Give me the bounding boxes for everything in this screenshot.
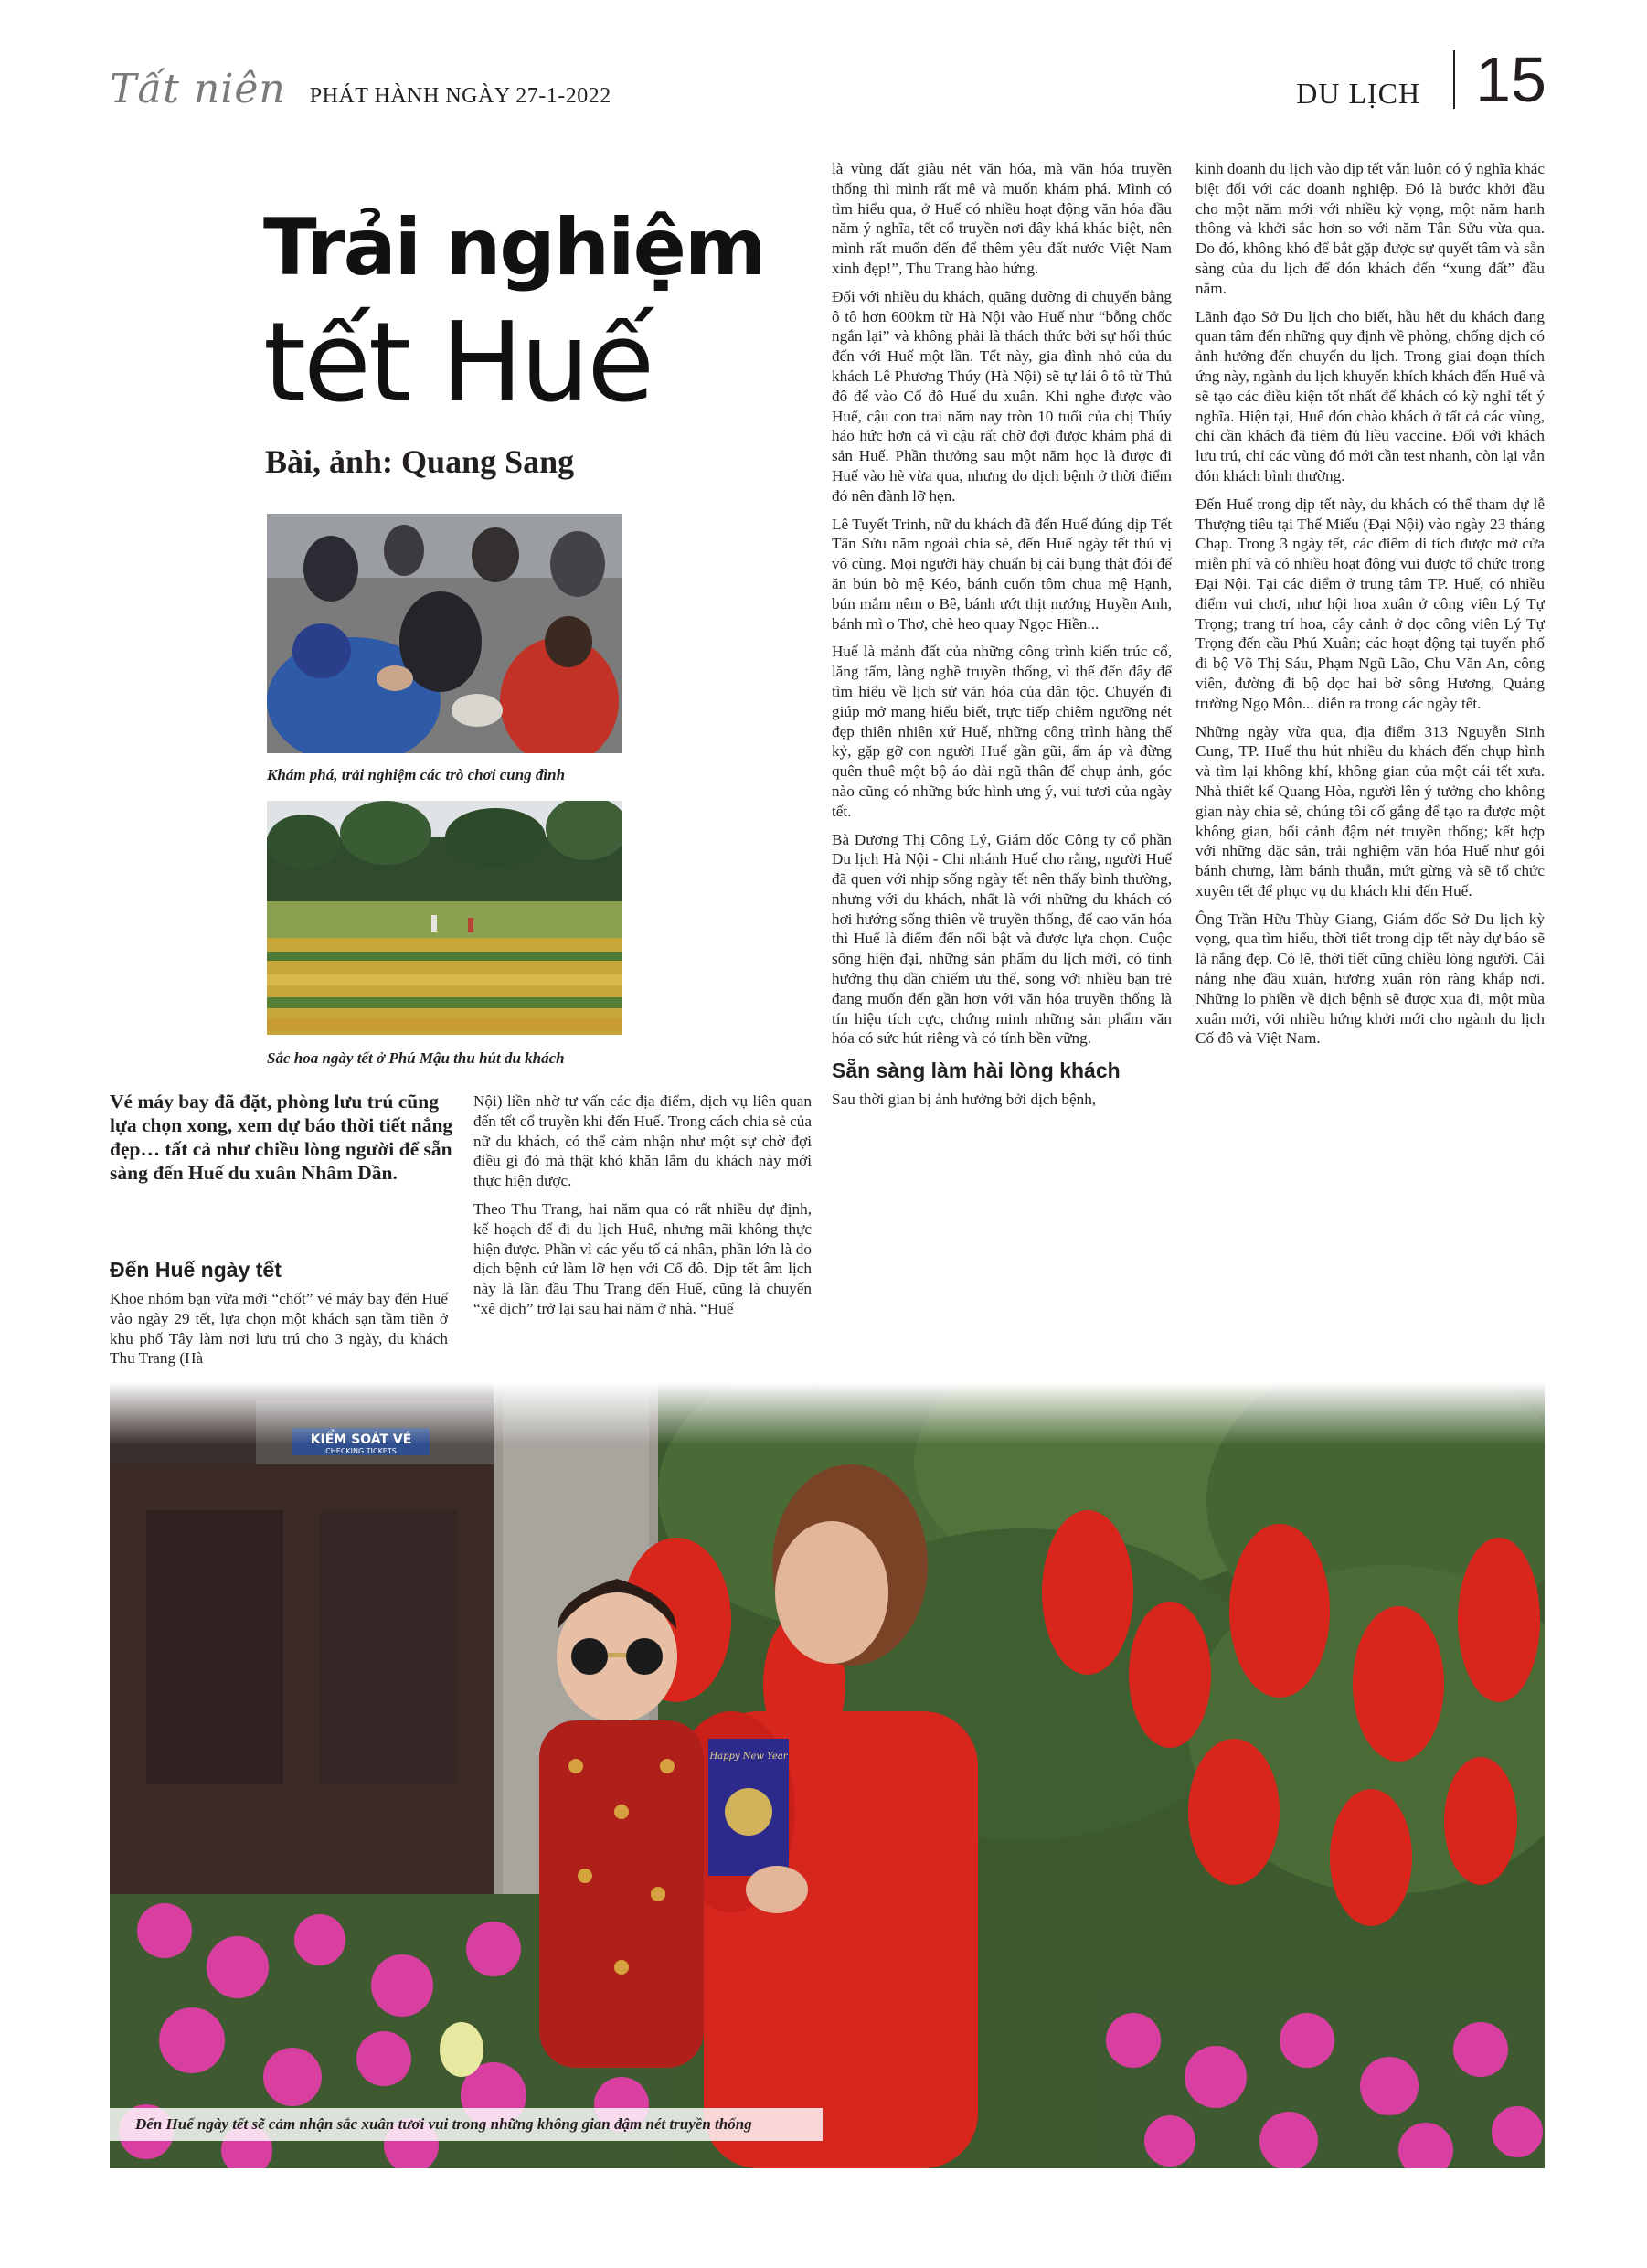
paragraph: Lê Tuyết Trinh, nữ du khách đã đến Huế đúng dịp Tết Tân Sửu năm ngoái chia sẻ, đến Huế ngày tết thú vị vô cùng. Mọi người hãy chuẩn bị cái bụng thật đói để ăn bún bò mệ Kéo, bánh cuốn tôm chua mệ Hạnh, bún mắm nêm o Bê, bánh ướt thịt nướng Huyền Anh, bánh mì o Thơ, chè heo quay Ngọc Hiền...: [832, 515, 1172, 633]
publication-brand: Tất niên: [110, 66, 286, 112]
text-column-2: [473, 1091, 812, 1386]
byline: Bài, ảnh: Quang Sang: [265, 443, 575, 480]
photo-court-games: [267, 514, 622, 753]
paragraph: Đối với nhiều du khách, quãng đường di chuyển bằng ô tô hơn 600km từ Hà Nội vào Huế như “bỗng chốc ngắn lại” và không phải là thách thức bởi sự hối thúc đến với Huế một lần. Tết này, gia đình nhỏ của du khách Lê Phương Thúy (Hà Nội) sẽ tự lái ô tô từ Thủ đô để vào Cố đô Huế du xuân. Khi nghe được vào Huế, cậu con trai năm nay tròn 10 tuổi của chị Thúy háo hức hơn cả vì cậu rất chờ đợi được khám phá di sản Huế. Phần thưởng sau một năm học là được đi Huế vào hè vừa qua, nhưng do dịch bệnh ở thời điểm đó nên đành lỡ hẹn.: [832, 287, 1172, 505]
paragraph: kinh doanh du lịch vào dịp tết vẫn luôn có ý nghĩa khác biệt đối với các doanh nghiệp. Đó là bước khởi đầu cho một năm mới với nhiều kỳ vọng, một năm hanh thông và khởi sắc hơn so với năm Tân Sửu vừa qua. Do đó, không khó để bắt gặp được sự quyết tâm và sẵn sàng của du lịch để đón khách đến “xung đất” đầu năm.: [1195, 160, 1545, 297]
paragraph: Theo Thu Trang, hai năm qua có rất nhiều dự định, kế hoạch để đi du lịch Huế, nhưng mãi không thực hiện được. Phần vì các yếu tố cá nhân, phần lớn là do dịch bệnh cứ làm lỡ hẹn với Cố đô. Dịp tết âm lịch này là lần đầu Thu Trang đến Huế, cũng là chuyến “xê dịch” trở lại sau hai năm ở nhà. “Huế: [473, 1199, 812, 1317]
photo-caption-1: Khám phá, trải nghiệm các trò chơi cung đình: [267, 766, 566, 783]
paragraph: Bà Dương Thị Công Lý, Giám đốc Công ty cổ phần Du lịch Hà Nội - Chi nhánh Huế cho rằng, người Huế đã quen với nhịp sống ngày tết nên thấy bình thường, nhưng với du khách, nhất là với những du khách có hơi hướng sống thiên về truyền thống, để cao văn hóa thì Huế là điểm đến nổi bật và được lựa chọn. Cuộc sống hiện đại, những sản phẩm du lịch mới, có tính hướng thụ dần chiếm ưu thế, song với nhiều bạn trẻ đang muốn đến gần hơn với văn hóa truyền thống là tín hiệu tích cực, chứng minh những sản phẩm văn hóa có sức hút riêng và có tính bền vững.: [832, 830, 1172, 1048]
paragraph: Đến Huế trong dịp tết này, du khách có thể tham dự lễ Thượng tiêu tại Thế Miếu (Đại Nội) vào ngày 23 tháng Chạp. Trong 3 ngày tết, các điểm di tích được mở cửa miễn phí và có nhiều hoạt động vui được tổ chức trong Đại Nội. Tại các điểm ở trung tâm TP. Huế, có nhiều điểm vui chơi, như hội hoa xuân ở công viên Lý Tự Trọng; trang trí hoa, cây cảnh ở dọc công viên Lý Tự Trọng đến cầu Phú Xuân; các hoạt động tại tuyến phố đi bộ Võ Thị Sáu, Phạm Ngũ Lão, Chu Văn An, công viên, đường đi bộ dọc hai bờ sông Hương, Quảng trường Ngọ Môn... diễn ra trong các ngày tết.: [1195, 495, 1545, 712]
header-divider: [1453, 50, 1455, 109]
paragraph: Khoe nhóm bạn vừa mới “chốt” vé máy bay đến Huế vào ngày 29 tết, lựa chọn một khách sạn tầm tiền ở khu phố Tây làm nơi lưu trú cho 3 ngày, du khách Thu Trang (Hà: [110, 1290, 448, 1368]
section-label: DU LỊCH: [1296, 76, 1421, 110]
paragraph: Ông Trần Hữu Thùy Giang, Giám đốc Sở Du lịch kỳ vọng, qua tìm hiểu, thời tiết trong dịp tết này dự báo sẽ là nắng đẹp. Có lẽ, thời tiết cũng chiều lòng người. Cái nắng nhẹ đầu xuân, hương xuân rộn ràng khắp nơi. Những lo phiền về dịch bệnh sẽ được xua đi, một mùa xuân mới, với nhiều hứng khởi mới cho ngành du lịch Cố đô và Việt Nam.: [1195, 910, 1545, 1048]
paragraph: Nội) liền nhờ tư vấn các địa điểm, dịch vụ liên quan đến tết cổ truyền khi đến Huế. Trong cách chia sẻ của nữ du khách, có thể cảm nhận như một sự chờ đợi điều gì đó mà thật khó khăn lắm du khách này mới thực hiện được.: [473, 1092, 812, 1190]
paragraph: Huế là mảnh đất của những công trình kiến trúc cổ, lăng tẩm, làng nghề truyền thống, vì thế đến đây để tìm hiểu về lịch sử văn hóa của dân tộc. Chuyến đi giúp mở mang hiểu biết, trực tiếp chiêm ngưỡng nét đẹp thiên nhiên xứ Huế, những công trình hàng thế kỷ, gặp gỡ con người Huế gần gũi, ấm áp và đừng quên thuê một bộ áo dài ngũ thân để chụp ảnh, góc nào cũng có những bức hình ưng ý, vui tươi của ngày tết.: [832, 643, 1172, 820]
article-title-line2: tết Huế: [263, 300, 653, 427]
subhead-1: Đến Huế ngày tết: [110, 1258, 282, 1282]
photo-mother-child-flowers: [110, 1382, 1545, 2168]
issue-date: PHÁT HÀNH NGÀY 27-1-2022: [309, 84, 611, 108]
text-column-1: [110, 1249, 448, 1386]
article-lead: Vé máy bay đã đặt, phòng lưu trú cũng lựa chọn xong, xem dự báo thời tiết nắng đẹp… tất cả như chiều lòng người để sẵn sàng đến Huế du xuân Nhâm Dần.: [110, 1091, 453, 1184]
photo-caption-2: Sắc hoa ngày tết ở Phú Mậu thu hút du khách: [267, 1049, 565, 1067]
paragraph: Sau thời gian bị ảnh hưởng bởi dịch bệnh,: [832, 1091, 1097, 1109]
article-title-line1: Trải nghiệm: [263, 202, 765, 293]
photo-flower-field: [267, 801, 622, 1035]
page-header-left: [110, 66, 611, 121]
paragraph: Lãnh đạo Sở Du lịch cho biết, hầu hết du khách đang quan tâm đến những quy định về phòng, chống dịch có ảnh hưởng đến chuyến du lịch. Trong giai đoạn thích ứng này, ngành du lịch khuyến khích khách đến Huế và sẽ tạo các điều kiện tốt nhất để khách có kỳ nghỉ tết ý nghĩa. Hiện tại, Huế đón chào khách ở tất cả các vùng, chỉ cần khách đã tiêm đủ liều vaccine. Đối với khách lưu trú, chỉ các vùng đó mới cần test nhanh, còn lại vẫn đón khách bình thường.: [1195, 307, 1545, 484]
page-number: 15: [1475, 44, 1546, 115]
text-column-4: [1195, 159, 1545, 1384]
subhead-2: Sẵn sàng làm hài lòng khách: [832, 1059, 1121, 1083]
main-photo-caption: Đến Huế ngày tết sẽ cảm nhận sắc xuân tươi vui trong những không gian đậm nét truyền thống: [110, 2108, 823, 2141]
text-column-3: [832, 159, 1172, 1384]
paragraph: là vùng đất giàu nét văn hóa, mà văn hóa truyền thống thì mình rất mê và muốn khám phá. Mình có tìm hiểu qua, ở Huế có nhiều hoạt động văn hóa đầu năm ý nghĩa, tết cổ truyền nơi đây khá khác biệt, nên mình rất muốn đến để thêm yêu đất nước Việt Nam xinh đẹp!”, Thu Trang hào hứng.: [832, 160, 1172, 277]
page-header-right: [1296, 44, 1546, 115]
paragraph: Những ngày vừa qua, địa điểm 313 Nguyễn Sinh Cung, TP. Huế thu hút nhiều du khách đến chụp hình và tìm lại không khí, không gian của một cái tết xưa. Nhà thiết kế Quang Hòa, người lên ý tưởng cho không gian này chia sẻ, chúng tôi cố gắng để tạo ra được một không gian, bối cảnh đậm nét truyền thống; kết hợp với những đặc sản, trải nghiệm văn hóa Huế như gói bánh chưng, làm bánh thuẫn, mứt gừng và sẽ tổ chức xuyên tết để phục vụ du khách khi đến Huế.: [1195, 722, 1545, 900]
